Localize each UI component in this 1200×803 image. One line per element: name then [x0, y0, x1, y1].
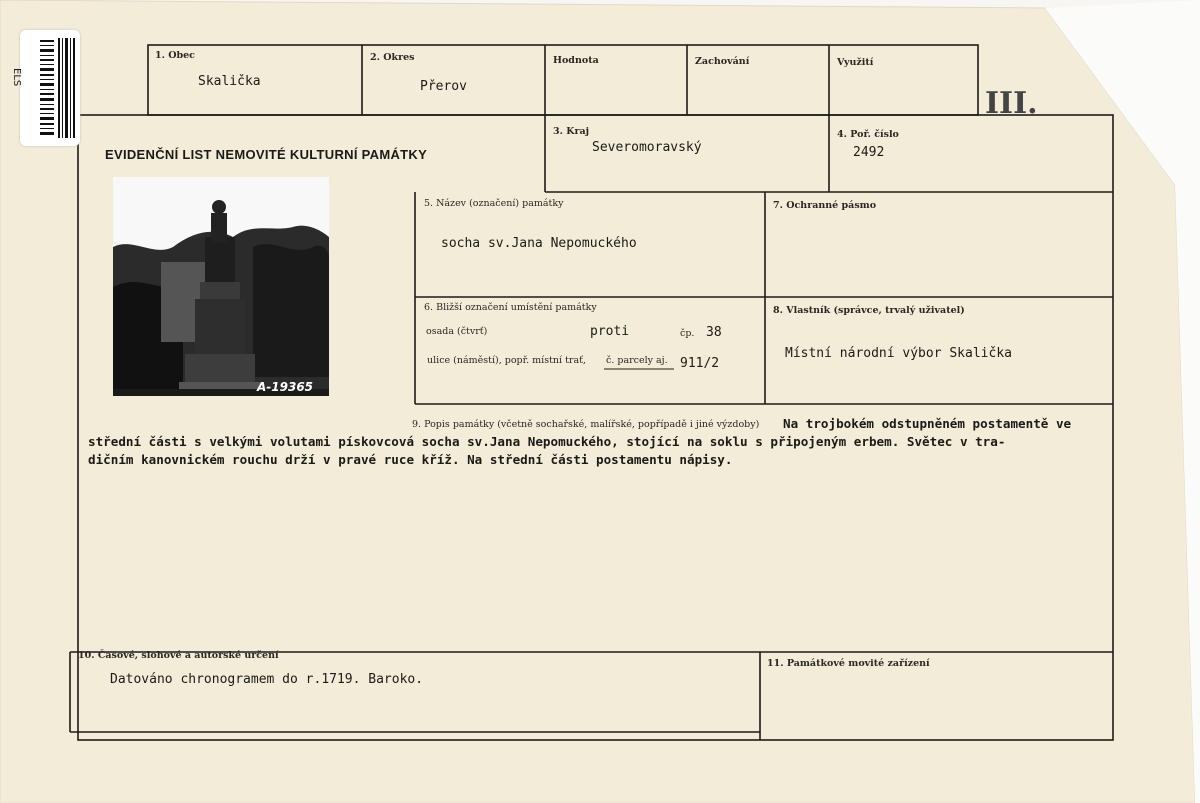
barcode-label [11, 30, 80, 146]
statue-photo-image [113, 177, 329, 396]
photo-caption: A-19365 [257, 380, 314, 394]
datace-value: Datováno chronogramem do r.1719. Baroko. [110, 672, 424, 687]
okres-value: Přerov [420, 79, 467, 94]
popis-text-line2: střední části s velkými volutami pískovcová socha sv.Jana Nepomuckého, stojící na soklu s připojeným erbem. Světec v tra- [88, 434, 1006, 449]
kraj-label: 3. Kraj [553, 126, 590, 137]
category-stamp: III. [985, 86, 1038, 121]
por-cislo-value: 2492 [853, 145, 885, 160]
form-title: EVIDENČNÍ LIST NEMOVITÉ KULTURNÍ PAMÁTKY [105, 147, 428, 162]
hodnota-label: Hodnota [553, 55, 599, 66]
popis-text-line3: dičním kanovnickém rouchu drží v pravé ruce kříž. Na střední části postamentu nápisy. [88, 452, 733, 467]
obec-label: 1. Obec [155, 50, 195, 61]
vyuziti-label: Využití [837, 57, 874, 68]
vlastnik-value: Místní národní výbor Skalička [785, 346, 1012, 361]
obec-value: Skalička [198, 74, 261, 89]
okres-label: 2. Okres [370, 52, 415, 63]
osada-value: proti [590, 324, 630, 339]
cp-label: čp. [680, 328, 695, 339]
parcela-label: č. parcely aj. [606, 355, 668, 366]
umisteni-label: 6. Bližší označení umístění památky [424, 302, 597, 313]
vlastnik-label: 8. Vlastník (správce, trvalý uživatel) [773, 305, 965, 316]
nazev-label: 5. Název (označení) památky [424, 198, 564, 209]
zachovani-label: Zachování [695, 56, 750, 67]
popis-text-line1: Na trojbokém odstupněném postamentě ve [783, 416, 1072, 431]
nazev-value: socha sv.Jana Nepomuckého [441, 236, 637, 251]
ochranne-pasmo-label: 7. Ochranné pásmo [773, 200, 877, 211]
kraj-value: Severomoravský [592, 140, 702, 155]
barcode-text: ELS [11, 68, 22, 87]
monument-photo [113, 177, 329, 396]
osada-label: osada (čtvrť) [426, 326, 488, 337]
cp-value: 38 [706, 325, 722, 340]
barcode-icon [20, 30, 80, 146]
popis-label: 9. Popis památky (včetně sochařské, malířské, popřípadě i jiné výzdoby) [412, 419, 760, 430]
zarizeni-label: 11. Památkové movité zařízení [767, 658, 930, 669]
parcela-value: 911/2 [680, 356, 720, 371]
ulice-label: ulice (náměstí), popř. místní trať, [427, 355, 586, 366]
por-cislo-label: 4. Poř. číslo [837, 129, 899, 140]
datace-label: 10. Časové, slohové a autorské určení [78, 650, 279, 661]
